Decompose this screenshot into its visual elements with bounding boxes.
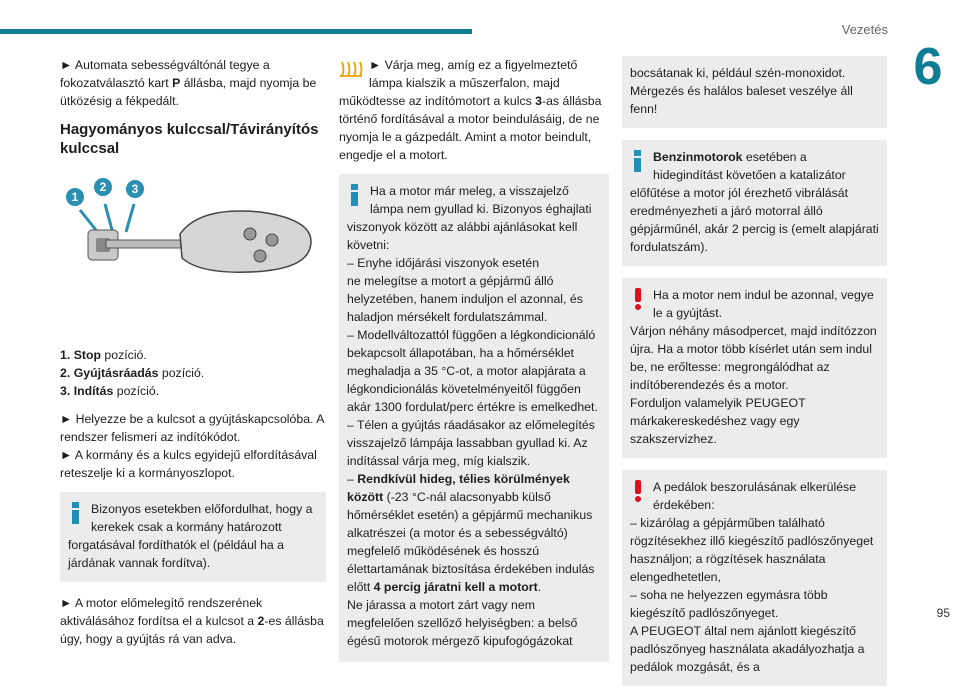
unlock-steering-paragraph: ► A kormány és a kulcs egyidejű elfordításával reteszelje ki a kormányoszlopot. [60,448,317,480]
info-box-steering: Bizonyos esetekben előfordulhat, hogy a kerekek csak a kormány határozott forgatásával fordíthatók el (például ha a járdának vannak fordítva). [60,492,326,582]
column-1 [60,56,326,658]
info-box-warm-engine: Ha a motor már meleg, a visszajelző lámpa nem gyullad ki. Bizonyos éghajlati viszonyok között az alábbi ajánlásokat kell követni: – Enyhe időjárási viszonyok esetén ne melegítse a motort a gépjármű álló helyzetében, hanem induljon el azonnal, és haladjon mérsékelt fordulatszámmal. – Modellváltozattól függően a légkondicionáló bekapcsolt állapotában, ha a hőmérséklet meghaladja a 35 °C-ot, a motor alapjárata a légkondicionálás követelményeitől függően akár 1300 fordulat/perc értékre is emelkedhet. – Télen a gyújtás ráadásakor az előmelegítés visszajelző lámpája lassabban gyullad ki. Az indítással várja meg, míg kialszik. – Rendkívül hideg, télies körülmények között (-23 °C-nál alacsonyabb külső hőmérséklet esetén) a gépjármű mechanikus alkatrészei (a motor és a sebességváltó) megfelelő működésének és hosszú élettartamának biztosítása érdekében indulás előtt 4 percig járatni kell a motort. Ne járassa a motort zárt vagy nem megfelelően szellőző helyiségben: a belső égésű motorok mérgező kipufogógázokat [339,174,609,662]
column-2 [339,56,609,674]
lamp-paragraph-rest: működtesse az indítómotort a kulcs 3-as állásba történő fordításával a motor beindulásáig, de ne nyomja le a gázpedált. Amint a motor beindult, engedje el a motort. [339,94,602,162]
figure-label-3: 3 [126,180,144,198]
preheat-lamp-icon [339,58,363,78]
intro-paragraph: ► Automata sebességváltónál tegye a fokozatválasztó kart P állásba, majd nyomja be ütközésig a fékpedált. [60,58,317,108]
warning-box-continued: bocsátanak ki, például szén-monoxidot. Mérgezés és halálos baleset veszélye áll fenn! [622,56,887,128]
chapter-number: 6 [896,36,960,98]
key-ignition-figure [60,168,326,340]
section-heading: Hagyományos kulccsal/Távirányítós kulccsal [60,121,319,157]
page-number: 95 [936,606,950,620]
column-3 [622,56,887,698]
figure-label-2: 2 [94,178,112,196]
warning-box-pedals: A pedálok beszorulásának elkerülése érdekében: – kizárólag a gépjárműben található rögzítésekhez illő kiegészítő padlószőnyeget használjon; a rögzítések használata elengedhetetlen, – soha ne helyezzen egymásra több kiegészítő padlószőnyeget. A PEUGEOT által nem ajánlott kiegészítő padlószőnyeg használata akadályozhatja a pedálok mozgását, és a [622,470,887,686]
figure-label-1: 1 [66,188,84,206]
section-title: Vezetés [841,22,888,37]
info-icon [69,502,83,524]
list-item: 3. Indítás pozíció. [60,384,160,398]
lamp-paragraph-first: ► Várja meg, amíg ez a figyelmeztető lámpa kialszik a műszerfalon, majd [339,56,609,92]
info-box-petrol: Benzinmotorok esetében a hidegindítást követően a katalizátor előfűtése a motor jól érezhető vibrálását eredményezheti a járó motorral álló gépjárműnél, akár 2 percig is (emelt alapjárati fordulatszám). [622,140,887,266]
position-list [60,346,326,400]
warning-icon [631,288,645,310]
insert-key-paragraph: ► Helyezze be a kulcsot a gyújtáskapcsolóba. A rendszer felismeri az indítókódot. [60,412,324,444]
preheat-paragraph: ► A motor előmelegítő rendszerének aktiválásához fordítsa el a kulcsot a 2-es állásba úgy, hogy a gyújtás rá van adva. [60,596,324,646]
warning-icon [631,480,645,502]
info-icon [631,150,645,172]
list-item: 1. Stop pozíció. [60,348,147,362]
list-item: 2. Gyújtásráadás pozíció. [60,366,205,380]
info-icon [348,184,362,206]
header-accent-bar [0,29,472,34]
warning-box-no-start: Ha a motor nem indul be azonnal, vegye le a gyújtást. Várjon néhány másodpercet, majd indítózzon újra. Ha a motor több kísérlet után sem indul be, ne erőltesse: megrongálódhat az indítóberendezés és a motor. Forduljon valamelyik PEUGEOT márkakereskedéshez vagy egy szakszervizhez. [622,278,887,458]
